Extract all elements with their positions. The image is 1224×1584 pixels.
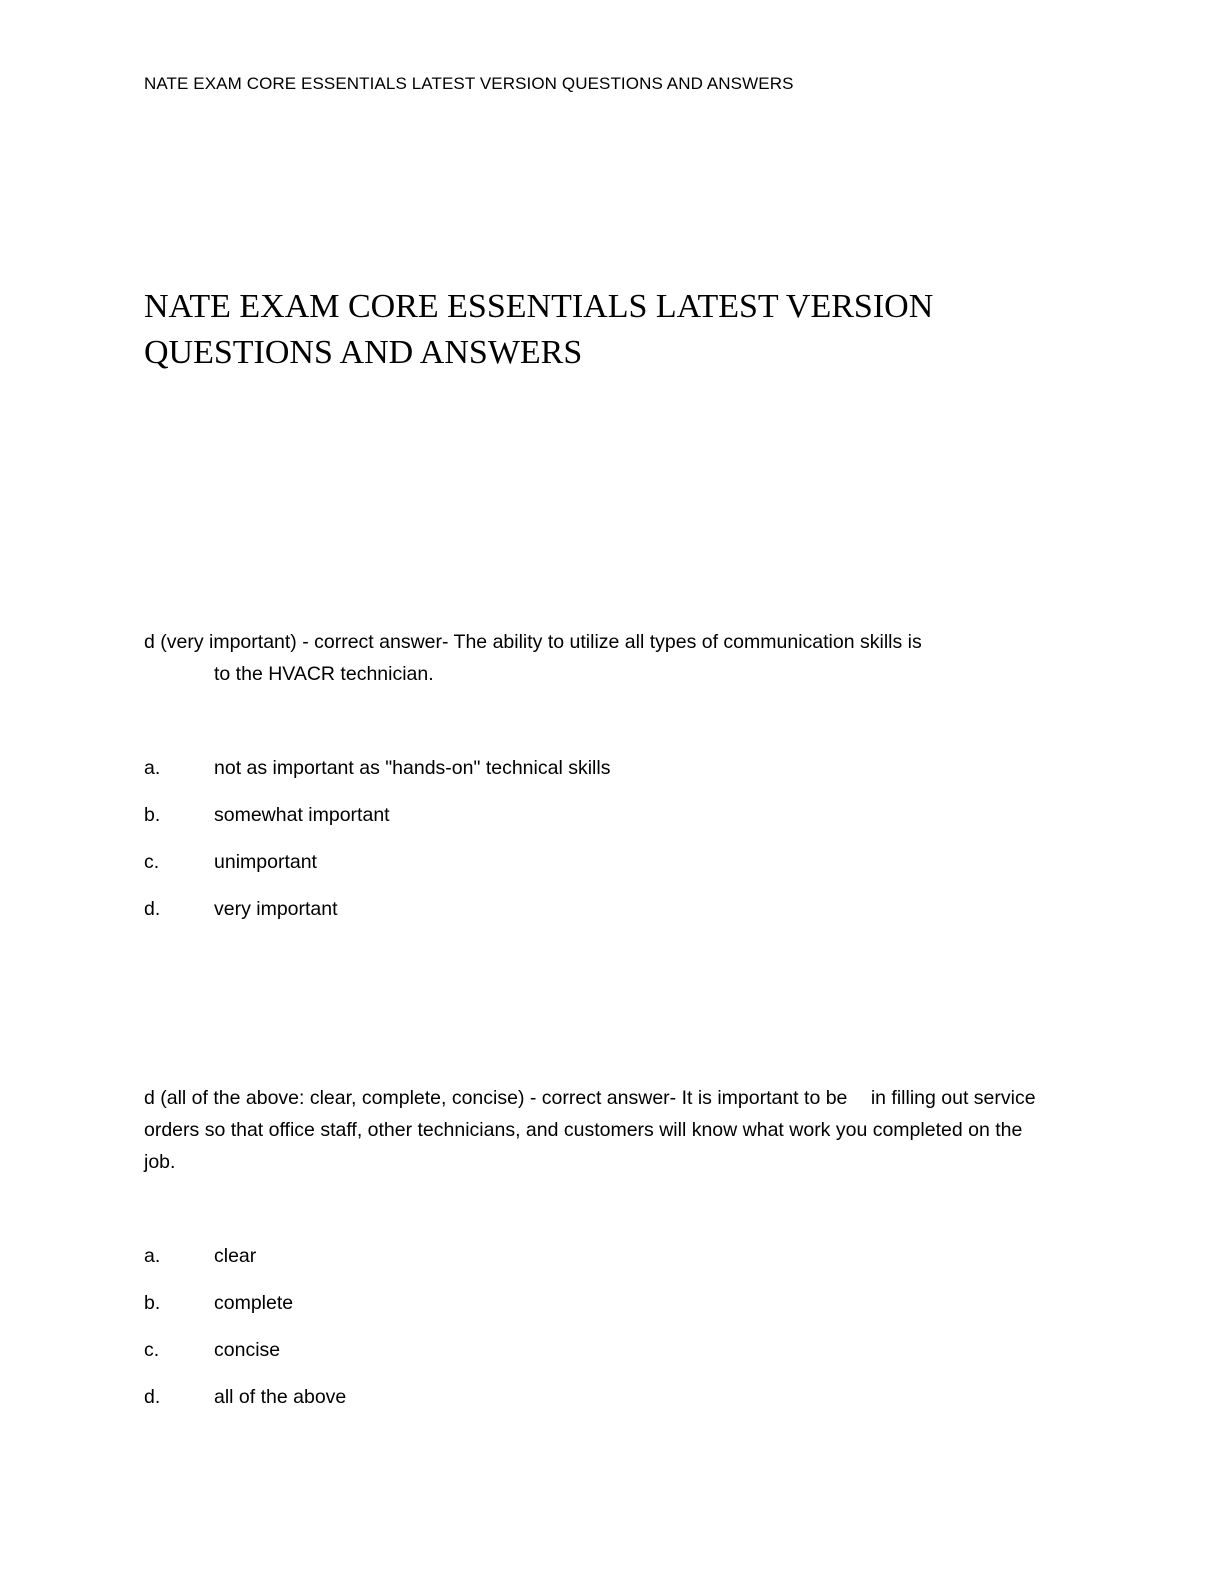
option-b <box>144 799 1044 846</box>
document-title-line-2: QUESTIONS AND ANSWERS <box>144 334 583 371</box>
option-d <box>144 893 1044 940</box>
document-title <box>144 284 964 376</box>
question-answer-prefix: d (all of the above: clear, complete, concise) - correct answer- It is important to be <box>144 1087 848 1109</box>
option-text: unimportant <box>214 851 317 873</box>
option-letter: d. <box>144 1386 161 1408</box>
option-letter: d. <box>144 898 161 920</box>
question-text <box>144 1082 1044 1178</box>
option-text: not as important as "hands-on" technical skills <box>214 757 611 779</box>
question-continuation: to the HVACR technician. <box>214 663 434 685</box>
options-list <box>144 752 1044 940</box>
option-a <box>144 1240 1044 1287</box>
option-letter: c. <box>144 851 160 873</box>
option-letter: a. <box>144 757 161 779</box>
option-letter: b. <box>144 1292 161 1314</box>
question-text <box>144 626 1044 690</box>
option-letter: c. <box>144 1339 160 1361</box>
option-text: all of the above <box>214 1386 347 1408</box>
running-header: NATE EXAM CORE ESSENTIALS LATEST VERSION QUESTIONS AND ANSWERS <box>144 74 794 93</box>
option-text: complete <box>214 1292 294 1314</box>
option-letter: b. <box>144 804 161 826</box>
option-letter: a. <box>144 1245 161 1267</box>
option-c <box>144 1334 1044 1381</box>
question-continuation: in filling out service orders so that office staff, other technicians, and customers will know what work you completed on the job. <box>144 1087 1036 1173</box>
option-d <box>144 1381 1044 1428</box>
option-a <box>144 752 1044 799</box>
option-b <box>144 1287 1044 1334</box>
option-c <box>144 846 1044 893</box>
document-title-line-1: NATE EXAM CORE ESSENTIALS LATEST VERSION <box>144 288 934 325</box>
option-text: clear <box>214 1245 257 1267</box>
option-text: concise <box>214 1339 281 1361</box>
question-answer-prefix: d (very important) - correct answer- The ability to utilize all types of communication skills is <box>144 631 922 653</box>
question-block-1 <box>144 626 1044 940</box>
option-text: very important <box>214 898 338 920</box>
option-text: somewhat important <box>214 804 390 826</box>
question-block-2 <box>144 1082 1044 1428</box>
options-list <box>144 1240 1044 1428</box>
